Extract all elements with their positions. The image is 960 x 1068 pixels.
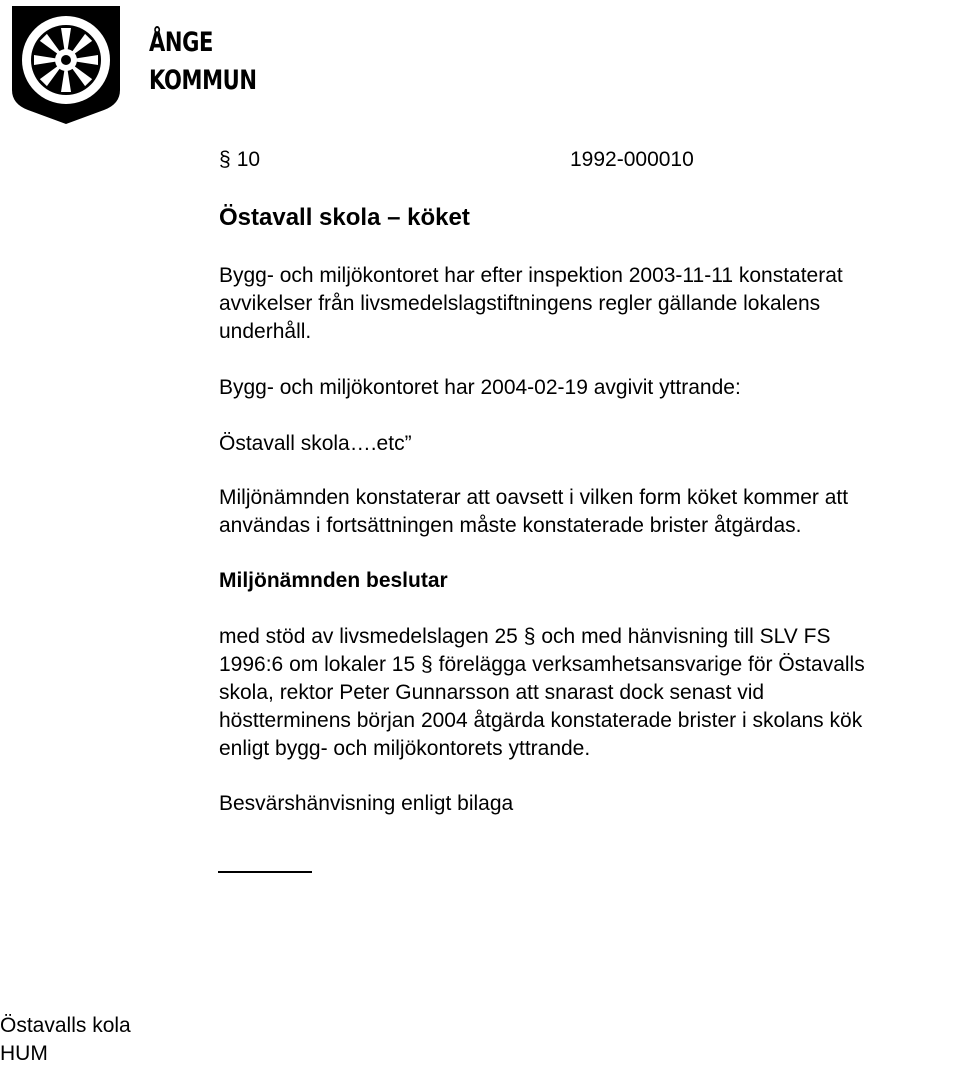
decision-line: 1996:6 om lokaler 15 § förelägga verksamhetsansvarige för Östavalls [219,651,959,679]
case-number: 1992-000010 [570,148,694,171]
section-mark: § [523,625,536,648]
decision-line: med stöd av livsmedelslagen 25 § och med hänvisning till SLV FS [219,623,959,651]
decision-heading: Miljönämnden beslutar [219,569,448,592]
decision-text [219,623,959,763]
paragraph-line: användas i fortsättningen måste konstaterade brister åtgärdas. [219,514,802,537]
footer-recipient: Östavalls kola [0,1014,131,1037]
paragraph-conclusion [219,484,959,540]
section-mark: § [219,148,231,171]
wheel-icon [22,16,110,104]
ange-kommun-logo [8,4,124,124]
footer-divider [218,871,312,873]
item-title: Östavall skola – köket [219,204,470,231]
item-number [219,146,260,174]
paragraph-quote: Östavall skola….etc” [219,432,412,455]
paragraph-line: underhåll. [219,320,312,343]
decision-line: skola, rektor Peter Gunnarsson att snarast dock senast vid [219,681,765,704]
section-mark: § [420,653,433,676]
appeal-note: Besvärshänvisning enligt bilaga [219,792,514,815]
decision-line: höstterminens början 2004 åtgärda konstaterade brister i skolans kök [219,709,863,732]
paragraph-line: Miljönämnden konstaterar att oavsett i vilken form köket kommer att [219,486,849,509]
org-name-line2: KOMMUN [149,65,257,96]
paragraph-statement: Bygg- och miljökontoret har 2004-02-19 avgivit yttrande: [219,376,741,399]
footer-recipient-2: HUM [0,1042,48,1065]
paragraph-line: Bygg- och miljökontoret har efter inspektion 2003-11-11 konstaterat [219,264,843,287]
paragraph-inspection [219,262,959,346]
org-name [149,24,257,100]
org-name-line1: ÅNGE [149,27,214,58]
item-number-value: 10 [236,148,261,171]
paragraph-line: avvikelser från livsmedelslagstiftningens regler gällande lokalens [219,292,821,315]
decision-line: enligt bygg- och miljökontorets yttrande. [219,737,591,760]
